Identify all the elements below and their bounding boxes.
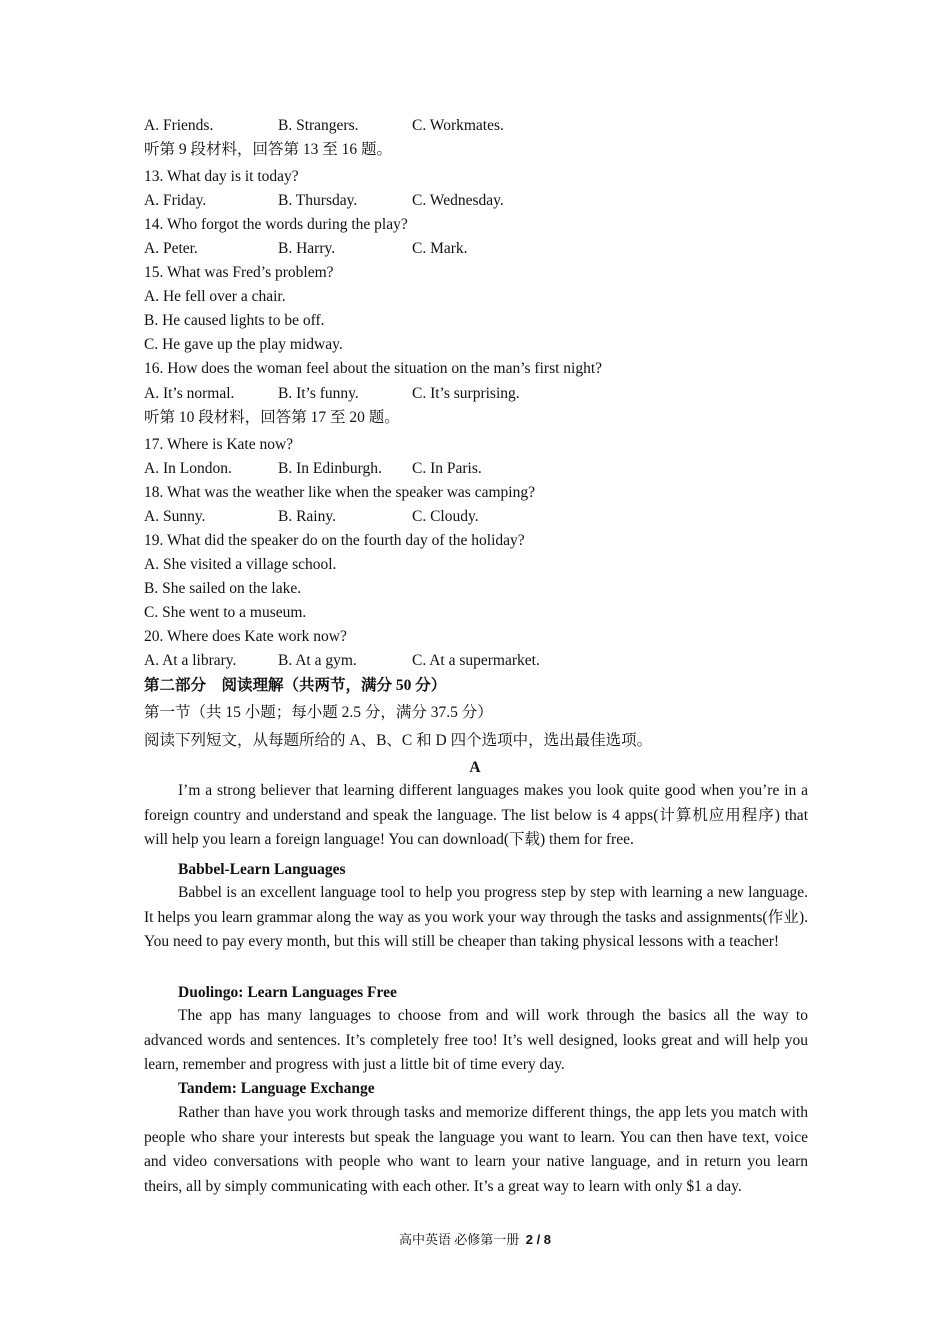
q16-stem: 16. How does the woman feel about the situation on the man’s first night? — [144, 360, 603, 377]
app-heading-tandem: Tandem: Language Exchange — [178, 1080, 375, 1097]
q19-option-a: A. She visited a village school. — [144, 556, 337, 573]
footer-title: 高中英语 必修第一册 — [398, 1232, 520, 1247]
q15-stem: 15. What was Fred’s problem? — [144, 264, 334, 281]
option-a: A. Sunny. — [144, 508, 206, 525]
app-heading-duolingo: Duolingo: Learn Languages Free — [178, 984, 397, 1001]
option-a: A. Friends. — [144, 117, 214, 134]
option-c: C. Mark. — [412, 240, 468, 257]
option-c: C. Workmates. — [412, 117, 504, 134]
option-a: A. In London. — [144, 460, 232, 477]
passage-intro: I’m a strong believer that learning different languages makes you look quite good when you’re in a foreign country and understand and speak the language. The list below is 4 apps(计算机应用程序) that will help you learn a foreign language! You can download(下载) them for free. — [144, 782, 808, 848]
option-c: C. Cloudy. — [412, 508, 479, 525]
q15-option-a: A. He fell over a chair. — [144, 288, 286, 305]
option-c: C. At a supermarket. — [412, 652, 540, 669]
option-b: B. Strangers. — [278, 117, 359, 134]
option-c: C. In Paris. — [412, 460, 482, 477]
option-c: C. It’s surprising. — [412, 385, 520, 402]
app-text-tandem: Rather than have you work through tasks and memorize different things, the app lets you match with people who share your interests but speak the language you want to learn. You can then have text, voice and video conversations with people who want to learn your native language, and in return you learn theirs, all by simply communicating with each other. It’s a great way to learn with only $1 a day. — [144, 1104, 808, 1195]
option-a: A. Friday. — [144, 192, 207, 209]
section-10-instruction: 听第 10 段材料，回答第 17 至 20 题。 — [144, 409, 400, 426]
page-number: 2 / 8 — [525, 1232, 552, 1247]
passage-label: A — [469, 759, 481, 776]
section-9-instruction: 听第 9 段材料，回答第 13 至 16 题。 — [144, 141, 393, 158]
option-b: B. At a gym. — [278, 652, 357, 669]
q13-stem: 13. What day is it today? — [144, 168, 299, 185]
option-a: A. At a library. — [144, 652, 237, 669]
q19-option-b: B. She sailed on the lake. — [144, 580, 302, 597]
q14-stem: 14. Who forgot the words during the play? — [144, 216, 408, 233]
option-b: B. It’s funny. — [278, 385, 359, 402]
option-b: B. Harry. — [278, 240, 336, 257]
option-b: B. Thursday. — [278, 192, 358, 209]
q19-option-c: C. She went to a museum. — [144, 604, 307, 621]
part2-title: 第二部分 阅读理解（共两节，满分 50 分） — [144, 677, 447, 694]
app-heading-babbel: Babbel-Learn Languages — [178, 861, 346, 878]
q17-stem: 17. Where is Kate now? — [144, 436, 294, 453]
q15-option-c: C. He gave up the play midway. — [144, 336, 343, 353]
part2-subtitle: 第一节（共 15 小题；每小题 2.5 分，满分 37.5 分） — [144, 704, 493, 721]
app-text-duolingo: The app has many languages to choose from and will work through the basics all the way to advanced words and sentences. It’s completely free too! It’s well designed, looks great and will help you learn, remember and progress with just a little bit of time every day. — [144, 1007, 808, 1073]
option-b: B. In Edinburgh. — [278, 460, 382, 477]
option-c: C. Wednesday. — [412, 192, 504, 209]
app-text-babbel: Babbel is an excellent language tool to help you progress step by step with learning a new language. It helps you learn grammar along the way as you work your way through the tasks and assignments(作业). You need to pay every month, but this will still be cheaper than taking physical lessons with a teacher! — [144, 884, 808, 950]
part2-instruction: 阅读下列短文，从每题所给的 A、B、C 和 D 四个选项中，选出最佳选项。 — [144, 732, 653, 749]
q18-stem: 18. What was the weather like when the speaker was camping? — [144, 484, 535, 501]
page-footer — [0, 1231, 950, 1249]
q15-option-b: B. He caused lights to be off. — [144, 312, 325, 329]
option-a: A. Peter. — [144, 240, 198, 257]
option-b: B. Rainy. — [278, 508, 336, 525]
q19-stem: 19. What did the speaker do on the fourth day of the holiday? — [144, 532, 525, 549]
q20-stem: 20. Where does Kate work now? — [144, 628, 347, 645]
option-a: A. It’s normal. — [144, 385, 235, 402]
